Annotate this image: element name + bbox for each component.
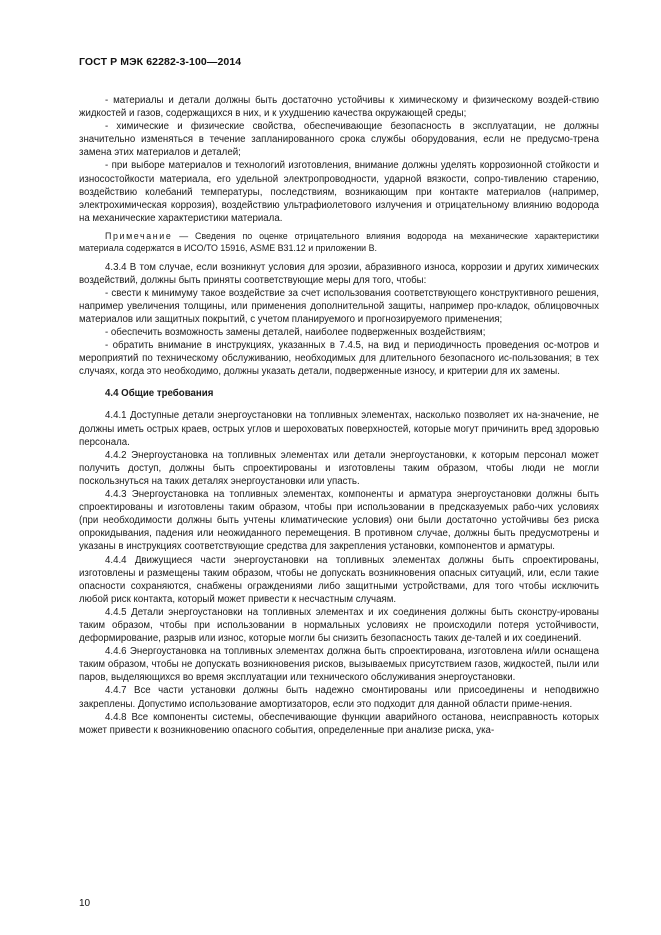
list-item: - материалы и детали должны быть достаточно устойчивы к химическому и физическому воздей-ствию жидкостей и газов, содержащихся в них, и к ухудшению качества окружающей среды; bbox=[79, 95, 599, 120]
document-header: ГОСТ Р МЭК 62282-3-100—2014 bbox=[79, 56, 242, 68]
note bbox=[79, 231, 599, 255]
paragraph-4-4-1: 4.4.1 Доступные детали энергоустановки на топливных элементах, насколько позволяет их на-значение, не должны иметь острых краев, острых углов и шероховатых поверхностей, которые могут причинить вред здоровью персонала. bbox=[79, 410, 599, 448]
note-label: Примечание bbox=[105, 230, 173, 241]
paragraph-4-4-7: 4.4.7 Все части установки должны быть надежно смонтированы или присоединены и неподвижно закреплены. Допустимо использование амортизаторов, если это подходит для данной области приме-нения. bbox=[79, 685, 599, 710]
paragraph-4-3-4: 4.3.4 В том случае, если возникнут условия для эрозии, абразивного износа, коррозии и других химических воздействий, должны быть приняты соответствующие меры для того, чтобы: bbox=[79, 261, 599, 286]
paragraph-4-4-2: 4.4.2 Энергоустановка на топливных элементах или детали энергоустановки, к которым персонал может получить доступ, должны быть спроектированы и изготовлены таким образом, чтобы люди не могли поскользнуться на таких деталях энергоустановки или упасть. bbox=[79, 449, 599, 487]
list-item: - химические и физические свойства, обеспечивающие безопасность в эксплуатации, не должны значительно изменяться в течение запланированного срока службы оборудования, если не предусмо-трена замена этих материалов и деталей; bbox=[79, 121, 599, 159]
document-body bbox=[79, 94, 599, 737]
list-item: - при выборе материалов и технологий изготовления, внимание должны уделять коррозионной стойкости и износостойкости материала, его удельной электропроводности, ударной вязкости, сопро-тивлению старению, воздействию колебаний температуры, последствиям, возникающим при контакте материалов (например, электрохимическая коррозия), воздействию ультрафиолетового излучения и отрицательному влиянию водорода на механические характеристики материала. bbox=[79, 160, 599, 224]
paragraph-4-4-3: 4.4.3 Энергоустановка на топливных элементах, компоненты и арматура энергоустановки должны быть спроектированы и изготовлены таким образом, чтобы при использовании в предсказуемых рабо-чих условиях (при необходимости должны быть учтены климатические условия) они были достаточно устойчивы без риска опрокидывания, падения или неожиданного перемещения. В противном случае, должны быть предусмотрены и указаны в инструкциях соответствующие средства для закрепления установки, компонентов и арматуры. bbox=[79, 489, 599, 553]
list-item: - обеспечить возможность замены деталей, наиболее подверженных воздействиям; bbox=[105, 327, 486, 338]
note-text: — Сведения по оценке отрицательного влияния водорода на механические характеристики материала содержатся в ИСО/ТО 15916, ASME B31.12 и приложении В. bbox=[79, 230, 599, 253]
list-item: - обратить внимание в инструкциях, указанных в 7.4.5, на вид и периодичность проведения ос-мотров и мероприятий по техническому обслуживанию, необходимых для длительного безопасного ис-пользования; в тех случаях, когда это необходимо, должны указать детали, подверженные износу, и критерии для их замены. bbox=[79, 340, 599, 378]
paragraph-4-4-4: 4.4.4 Движущиеся части энергоустановки на топливных элементах должны быть спроектированы, изготовлены и размещены таким образом, чтобы не допускать возникновения опасных ситуаций, или, если такие опасности сохраняются, снабжены ограждениями либо защитными устройствами, для того чтобы исключить любой риск контакта, который может привести к несчастным случаям. bbox=[79, 554, 599, 605]
page-number: 10 bbox=[79, 898, 91, 909]
list-item: - свести к минимуму такое воздействие за счет использования соответствующего конструктивного решения, например увеличения толщины, или применения дополнительной защиты, например про-кладок, облицовочных материалов или защитных покрытий, с учетом планируемого и прогнозируемого применения; bbox=[79, 287, 599, 325]
paragraph-4-4-5: 4.4.5 Детали энергоустановки на топливных элементах и их соединения должны быть сконстру-ированы таким образом, чтобы при использовании в нормальных условиях не происходили потеря устойчивости, деформирование, разрыв или износ, которые могли бы снизить безопасность таких де-талей и их соединений. bbox=[79, 606, 599, 645]
paragraph-4-4-8: 4.4.8 Все компоненты системы, обеспечивающие функции аварийного останова, неисправность которых может привести к возникновению опасного события, определенные при анализе риска, ука- bbox=[79, 711, 599, 736]
paragraph-4-4-6: 4.4.6 Энергоустановка на топливных элементах должна быть спроектирована, изготовлена и/или оснащена таким образом, чтобы не допускать возникновения рисков, вызываемых присутствием газов, жидкостей, пыли или паров, выделяющихся во время эксплуатации или технического обслуживания энергоустановки. bbox=[79, 646, 599, 684]
section-title: 4.4 Общие требования bbox=[105, 388, 214, 400]
